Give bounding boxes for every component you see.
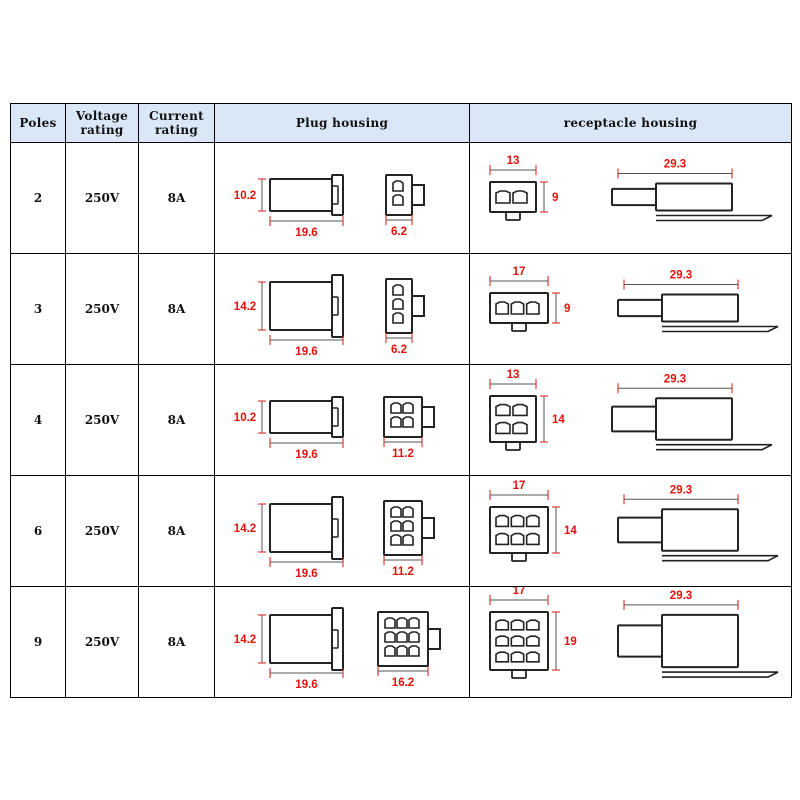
plug-housing-drawing [215,476,470,587]
table-body [11,143,792,698]
receptacle-front-body [490,396,536,442]
cavity-icon [527,302,539,314]
cavity-icon [385,646,395,656]
receptacle-front-body [490,507,548,553]
cavity-icon [403,403,413,413]
receptacle-height-dim-label: 9 [564,303,571,315]
receptacle-length-dim-label: 29.3 [663,158,687,171]
poles-cell: 4 [11,365,66,476]
cavity-icon [393,313,403,323]
plug-front-body [384,397,422,437]
receptacle-height-dim-label: 9 [552,192,559,204]
cavity-icon [511,534,523,545]
receptacle-side-body [662,295,738,322]
plug-front-body [386,279,412,333]
plug-length-dim-label: 19.6 [295,227,318,239]
table-row [11,587,792,698]
plug-length-dim-label: 19.6 [295,346,318,358]
plug-latch-tab [428,629,440,649]
plug-height-dim-label: 14.2 [233,523,257,535]
receptacle-latch-arm [662,327,778,332]
receptacle-length-dim-label: 29.3 [669,484,693,497]
plug-latch-tab [412,185,424,205]
receptacle-lock-tab [506,442,520,450]
cavity-icon [393,299,403,309]
cavity-icon [393,195,403,205]
cavity-icon [496,516,508,527]
cavity-icon [391,417,401,427]
receptacle-side-body [656,184,732,211]
receptacle-latch-arm [662,556,778,561]
receptacle-width-dim-label: 17 [512,587,526,597]
receptacle-latch-arm [662,672,778,677]
receptacle-housing-drawing [470,143,792,254]
receptacle-height-dim-label: 14 [564,525,577,537]
receptacle-side-nose [618,300,662,316]
receptacle-length-dim-label: 29.3 [663,373,687,386]
cavity-icon [527,636,539,646]
plug-latch-tab [422,407,434,427]
receptacle-latch-arm [656,216,772,221]
cavity-icon [496,191,510,203]
plug-height-dim-label: 10.2 [233,190,257,202]
cavity-icon [391,507,401,517]
plug-width-dim-label: 6.2 [391,226,407,238]
receptacle-lock-tab [512,553,526,561]
cavity-icon [513,423,527,434]
header-voltage-rating: Voltage rating [66,104,139,143]
plug-latch-tab [422,518,434,538]
cavity-icon [527,516,539,527]
cavity-icon [391,535,401,545]
receptacle-housing-drawing [470,587,792,698]
plug-housing-drawing [215,143,470,254]
plug-width-dim-label: 11.2 [392,566,414,578]
cavity-icon [496,534,508,545]
receptacle-width-dim-label: 13 [506,155,520,167]
plug-side-body [270,401,332,433]
cavity-icon [409,618,419,628]
receptacle-width-dim-label: 13 [506,369,520,381]
plug-height-dim-label: 14.2 [233,301,257,313]
cavity-icon [496,620,508,630]
cavity-icon [397,618,407,628]
cavity-icon [391,403,401,413]
receptacle-side-body [662,509,738,550]
header-receptacle-housing: receptacle housing [470,104,792,143]
cavity-icon [511,652,523,662]
receptacle-lock-tab [506,212,520,220]
receptacle-height-dim-label: 19 [564,636,577,648]
voltage-cell: 250V [66,476,139,587]
cavity-icon [527,652,539,662]
receptacle-side-nose [618,625,662,656]
plug-housing-drawing [215,254,470,365]
receptacle-width-dim-label: 17 [512,266,526,278]
receptacle-length-dim-label: 29.3 [669,269,693,282]
header-poles: Poles [11,104,66,143]
plug-length-dim-label: 19.6 [295,679,318,691]
cavity-icon [393,181,403,191]
current-cell: 8A [139,476,215,587]
cavity-icon [403,521,413,531]
current-cell: 8A [139,254,215,365]
cavity-icon [511,302,523,314]
header-row [11,104,792,143]
cavity-icon [409,646,419,656]
plug-side-body [270,615,332,663]
receptacle-height-dim-label: 14 [552,414,565,426]
table-row [11,254,792,365]
receptacle-side-nose [612,407,656,432]
cavity-icon [397,632,407,642]
receptacle-housing-drawing [470,365,792,476]
cavity-icon [496,423,510,434]
table-row [11,365,792,476]
cavity-icon [393,285,403,295]
cavity-icon [409,632,419,642]
cavity-icon [496,636,508,646]
poles-cell: 2 [11,143,66,254]
voltage-cell: 250V [66,365,139,476]
voltage-cell: 250V [66,143,139,254]
receptacle-length-dim-label: 29.3 [669,589,693,602]
poles-cell: 3 [11,254,66,365]
plug-width-dim-label: 16.2 [391,677,415,689]
cavity-icon [513,405,527,416]
header-plug-housing: Plug housing [215,104,470,143]
table-row [11,143,792,254]
receptacle-lock-tab [512,670,526,678]
cavity-icon [403,535,413,545]
voltage-cell: 250V [66,587,139,698]
cavity-icon [397,646,407,656]
cavity-icon [511,620,523,630]
plug-housing-drawing [215,365,470,476]
receptacle-housing-drawing [470,476,792,587]
plug-height-dim-label: 10.2 [233,412,257,424]
plug-side-body [270,282,332,330]
receptacle-side-nose [612,189,656,205]
plug-side-body [270,504,332,552]
cavity-icon [385,632,395,642]
plug-length-dim-label: 19.6 [295,449,318,461]
plug-height-dim-label: 14.2 [233,634,257,646]
voltage-cell: 250V [66,254,139,365]
plug-width-dim-label: 6.2 [391,344,407,356]
cavity-icon [403,507,413,517]
header-current-rating: Current rating [139,104,215,143]
plug-housing-drawing [215,587,470,698]
plug-length-dim-label: 19.6 [295,568,318,580]
poles-cell: 9 [11,587,66,698]
cavity-icon [511,636,523,646]
plug-side-body [270,179,332,211]
current-cell: 8A [139,365,215,476]
receptacle-housing-drawing [470,254,792,365]
connector-spec-table [10,103,792,698]
current-cell: 8A [139,587,215,698]
cavity-icon [403,417,413,427]
cavity-icon [496,652,508,662]
table-row [11,476,792,587]
cavity-icon [496,405,510,416]
receptacle-side-nose [618,518,662,543]
plug-width-dim-label: 11.2 [392,448,414,460]
receptacle-side-body [662,615,738,667]
cavity-icon [496,302,508,314]
receptacle-side-body [656,398,732,439]
receptacle-latch-arm [656,445,772,450]
cavity-icon [527,620,539,630]
cavity-icon [385,618,395,628]
receptacle-lock-tab [512,323,526,331]
cavity-icon [511,516,523,527]
cavity-icon [513,191,527,203]
poles-cell: 6 [11,476,66,587]
plug-latch-tab [412,296,424,316]
receptacle-width-dim-label: 17 [512,480,526,492]
cavity-icon [527,534,539,545]
current-cell: 8A [139,143,215,254]
cavity-icon [391,521,401,531]
